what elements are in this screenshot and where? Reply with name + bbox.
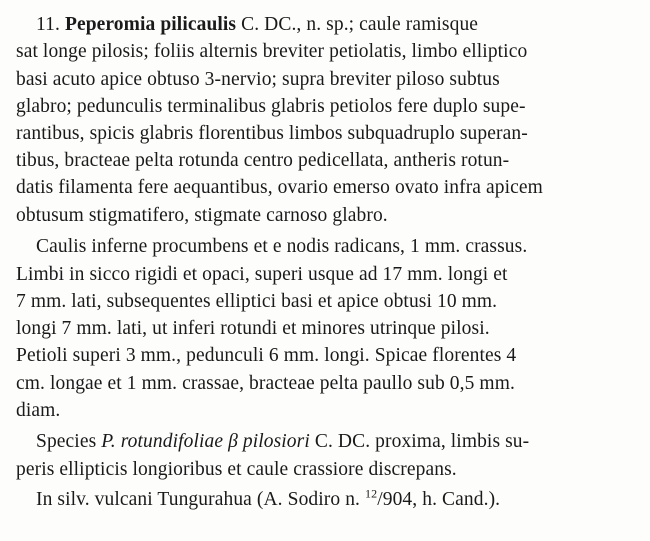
p3-suffix: C. DC. proxima, limbis su-: [309, 431, 530, 452]
entry-first-line: [36, 12, 648, 37]
p3-line-1: [36, 429, 650, 454]
p2-line-3: 7 mm. lati, subsequentes elliptici basi et apice obtusi 10 mm.: [16, 291, 498, 312]
p3-prefix: Species: [36, 431, 102, 452]
p2-line-2: Limbi in sicco rigidi et opaci, superi usque ad 17 mm. longi et: [16, 264, 508, 285]
p4-suffix: , h. Cand.).: [412, 489, 501, 510]
p1-line-5: tibus, bracteae pelta rotunda centro pedicellata, antheris rotun-: [16, 150, 510, 171]
p3-italic-taxon: P. rotundifoliae β pilosiori: [101, 431, 310, 452]
p4-number-den: /904: [377, 489, 413, 510]
p2-line-6: cm. longae et 1 mm. crassae, bracteae pelta paullo sub 0,5 mm.: [16, 373, 515, 394]
p2-line-1: Caulis inferne procumbens et e nodis radicans, 1 mm. crassus.: [36, 236, 528, 257]
p1-line-4: rantibus, spicis glabris florentibus limbos subquadruplo superan-: [16, 123, 528, 144]
entry-number: 11.: [36, 14, 60, 35]
p1-line-3: glabro; pedunculis terminalibus glabris petiolos fere duplo supe-: [16, 96, 526, 117]
p1-line-6: datis filamenta fere aequantibus, ovario emerso ovato infra apicem: [16, 177, 543, 198]
p4-prefix: In silv. vulcani Tungurahua (A. Sodiro n.: [36, 489, 366, 510]
p1-line-2: basi acuto apice obtuso 3-nervio; supra breviter piloso subtus: [16, 69, 500, 90]
p2-line-5: Petioli superi 3 mm., pedunculi 6 mm. longi. Spicae florentes 4: [16, 345, 517, 366]
p3-line-2: peris ellipticis longioribus et caule crassiore discrepans.: [16, 459, 457, 480]
p4-line-1: [36, 487, 650, 512]
p2-line-4: longi 7 mm. lati, ut inferi rotundi et minores utrinque pilosi.: [16, 318, 490, 339]
taxon-name: Peperomia pilicaulis: [64, 14, 237, 35]
entry-author-note: C. DC., n. sp.; caule ramisque: [236, 14, 479, 35]
p1-line-7: obtusum stigmatifero, stigmate carnoso glabro.: [16, 205, 388, 226]
p1-line-1: sat longe pilosis; foliis alternis breviter petiolatis, limbo elliptico: [16, 41, 528, 62]
p4-number-sup: 12: [365, 486, 378, 501]
p2-line-7: diam.: [16, 400, 61, 421]
